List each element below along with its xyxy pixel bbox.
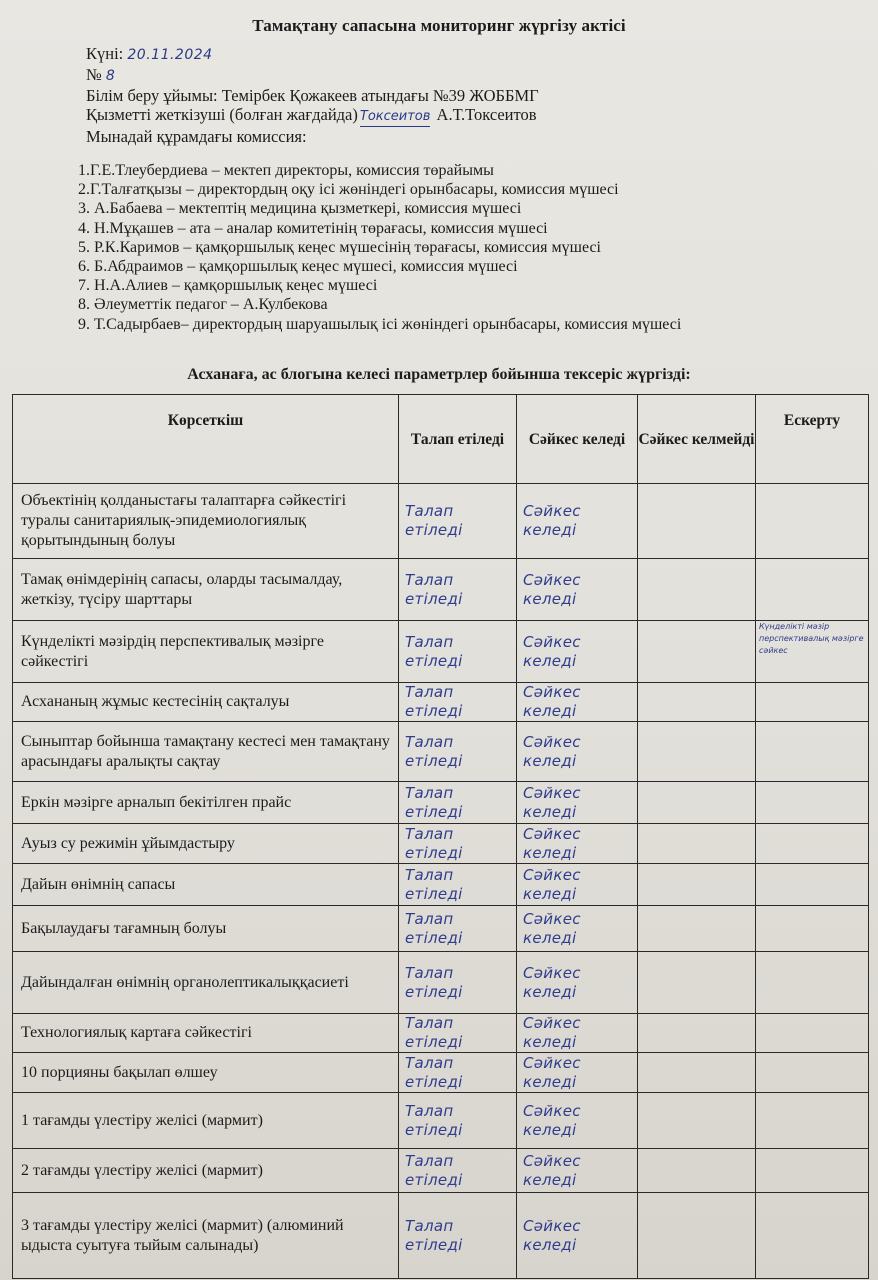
indicator-cell: Еркін мәзірге арналып бекітілген прайс [13, 782, 399, 824]
indicator-cell: Күнделікті мәзірдің перспективалық мәзірге сәйкестігі [13, 621, 399, 683]
table-row [13, 484, 869, 559]
commission-members [78, 161, 868, 334]
note-cell [756, 952, 869, 1014]
table-header-row [13, 395, 869, 484]
table-row [13, 1093, 869, 1149]
supplier-line [86, 105, 866, 127]
required-cell: Талап етіледі [399, 1014, 517, 1053]
inspection-table [12, 394, 869, 1279]
indicator-cell: Асхананың жұмыс кестесінің сақталуы [13, 683, 399, 722]
member-item: 7. Н.А.Алиев – қамқоршылық кеңес мүшесі [78, 277, 378, 295]
note-cell [756, 1193, 869, 1279]
complies-cell: Сәйкес келеді [517, 1093, 638, 1149]
member-item: 9. Т.Садырбаев– директордың шаруашылық ісі жөніндегі орынбасары, комиссия мүшесі [78, 315, 682, 333]
member-item: 4. Н.Мұқашев – ата – аналар комитетінің төрағасы, комиссия мүшесі [78, 219, 548, 237]
not-complies-cell [638, 1093, 756, 1149]
indicator-cell: Бақылаудағы тағамның болуы [13, 906, 399, 952]
required-cell: Талап етіледі [399, 952, 517, 1014]
complies-cell: Сәйкес келеді [517, 1193, 638, 1279]
document-header [86, 44, 866, 146]
required-cell: Талап етіледі [399, 621, 517, 683]
complies-cell: Сәйкес келеді [517, 952, 638, 1014]
indicator-cell: Дайын өнімнің сапасы [13, 864, 399, 906]
member-item: 6. Б.Абдраимов – қамқоршылық кеңес мүшесі, комиссия мүшесі [78, 258, 518, 276]
required-cell: Талап етіледі [399, 484, 517, 559]
not-complies-cell [638, 621, 756, 683]
indicator-cell: Тамақ өнімдерінің сапасы, оларды тасымалдау, жеткізу, түсіру шарттары [13, 559, 399, 621]
complies-cell: Сәйкес келеді [517, 1149, 638, 1193]
required-cell: Талап етіледі [399, 782, 517, 824]
inspection-heading: Асханаға, ас блогына келесі параметрлер бойынша тексеріс жүргізді: [187, 366, 691, 383]
header-required: Талап етіледі [399, 395, 517, 484]
note-cell [756, 906, 869, 952]
number-value: 8 [105, 68, 116, 84]
header-not-complies: Сәйкес келмейді [638, 395, 756, 484]
not-complies-cell [638, 824, 756, 864]
date-line [86, 44, 866, 65]
member-item: 1.Г.Е.Тлеубердиева – мектеп директоры, комиссия төрайымы [78, 162, 494, 179]
required-cell: Талап етіледі [399, 1053, 517, 1093]
member-item: 5. Р.К.Каримов – қамқоршылық кеңес мүшесінің төрағасы, комиссия мүшесі [78, 238, 601, 256]
note-cell [756, 864, 869, 906]
not-complies-cell [638, 1149, 756, 1193]
indicator-cell: Дайындалған өнімнің органолептикалыққасиеті [13, 952, 399, 1014]
complies-cell: Сәйкес келеді [517, 683, 638, 722]
complies-cell: Сәйкес келеді [517, 484, 638, 559]
note-cell [756, 1149, 869, 1193]
required-cell: Талап етіледі [399, 1093, 517, 1149]
table-row [13, 683, 869, 722]
table-row [13, 782, 869, 824]
supplier-label: Қызметті жеткізуші (болған жағдайда) [86, 105, 358, 124]
complies-cell: Сәйкес келеді [517, 1014, 638, 1053]
table-row [13, 906, 869, 952]
complies-cell: Сәйкес келеді [517, 1053, 638, 1093]
not-complies-cell [638, 1053, 756, 1093]
note-cell [756, 782, 869, 824]
complies-cell: Сәйкес келеді [517, 559, 638, 621]
required-cell: Талап етіледі [399, 1193, 517, 1279]
table-row [13, 1014, 869, 1053]
note-cell [756, 683, 869, 722]
not-complies-cell [638, 1014, 756, 1053]
table-row [13, 559, 869, 621]
document-title: Тамақтану сапасына мониторинг жүргізу актісі [252, 16, 626, 35]
commission-heading: Мынадай құрамдағы комиссия: [86, 127, 307, 146]
supplier-signature: Токсеитов [360, 107, 431, 127]
table-row [13, 722, 869, 782]
not-complies-cell [638, 559, 756, 621]
not-complies-cell [638, 484, 756, 559]
member-item: 8. Әлеуметтік педагог – А.Кулбекова [78, 296, 328, 314]
table-row [13, 1193, 869, 1279]
not-complies-cell [638, 906, 756, 952]
indicator-cell: Технологиялық картаға сәйкестігі [13, 1014, 399, 1053]
indicator-cell: 3 тағамды үлестіру желісі (мармит) (алюминий ыдыста суытуға тыйым салынады) [13, 1193, 399, 1279]
header-indicator: Көрсеткіш [13, 395, 399, 484]
not-complies-cell [638, 864, 756, 906]
complies-cell: Сәйкес келеді [517, 621, 638, 683]
table-row [13, 952, 869, 1014]
required-cell: Талап етіледі [399, 1149, 517, 1193]
supplier-name: А.Т.Токсеитов [436, 105, 537, 124]
table-row [13, 1149, 869, 1193]
not-complies-cell [638, 782, 756, 824]
required-cell: Талап етіледі [399, 906, 517, 952]
note-cell [756, 484, 869, 559]
table-row [13, 864, 869, 906]
indicator-cell: 2 тағамды үлестіру желісі (мармит) [13, 1149, 399, 1193]
note-cell [756, 824, 869, 864]
date-value: 20.11.2024 [127, 47, 213, 63]
note-cell [756, 722, 869, 782]
required-cell: Талап етіледі [399, 824, 517, 864]
required-cell: Талап етіледі [399, 559, 517, 621]
indicator-cell: Объектінің қолданыстағы талаптарға сәйкестігі туралы санитариялық-эпидемиологиялық қорытындының болуы [13, 484, 399, 559]
required-cell: Талап етіледі [399, 683, 517, 722]
complies-cell: Сәйкес келеді [517, 906, 638, 952]
required-cell: Талап етіледі [399, 864, 517, 906]
complies-cell: Сәйкес келеді [517, 782, 638, 824]
number-label: № [86, 65, 102, 84]
complies-cell: Сәйкес келеді [517, 864, 638, 906]
not-complies-cell [638, 952, 756, 1014]
indicator-cell: 10 порцияны бақылап өлшеу [13, 1053, 399, 1093]
required-cell: Талап етіледі [399, 722, 517, 782]
table-row [13, 621, 869, 683]
complies-cell: Сәйкес келеді [517, 722, 638, 782]
table-row [13, 1053, 869, 1093]
header-note: Ескерту [756, 395, 869, 484]
complies-cell: Сәйкес келеді [517, 824, 638, 864]
table-row [13, 824, 869, 864]
not-complies-cell [638, 1193, 756, 1279]
note-cell [756, 1014, 869, 1053]
note-cell [756, 1093, 869, 1149]
date-label: Күні: [86, 44, 124, 63]
indicator-cell: Сыныптар бойынша тамақтану кестесі мен тамақтану арасындағы аралықты сақтау [13, 722, 399, 782]
header-complies: Сәйкес келеді [517, 395, 638, 484]
member-item: 2.Г.Талғатқызы – директордың оқу ісі жөніндегі орынбасары, комиссия мүшесі [78, 181, 619, 199]
not-complies-cell [638, 722, 756, 782]
note-cell [756, 1053, 869, 1093]
not-complies-cell [638, 683, 756, 722]
member-item: 3. А.Бабаева – мектептің медицина қызметкері, комиссия мүшесі [78, 200, 522, 218]
indicator-cell: 1 тағамды үлестіру желісі (мармит) [13, 1093, 399, 1149]
note-cell [756, 559, 869, 621]
number-line [86, 65, 866, 86]
indicator-cell: Ауыз су режимін ұйымдастыру [13, 824, 399, 864]
organization: Білім беру ұйымы: Темірбек Қожакеев атындағы №39 ЖОББМГ [86, 86, 539, 105]
note-cell: Күнделікті мәзір перспективалық мәзірге сәйкес [756, 621, 869, 683]
